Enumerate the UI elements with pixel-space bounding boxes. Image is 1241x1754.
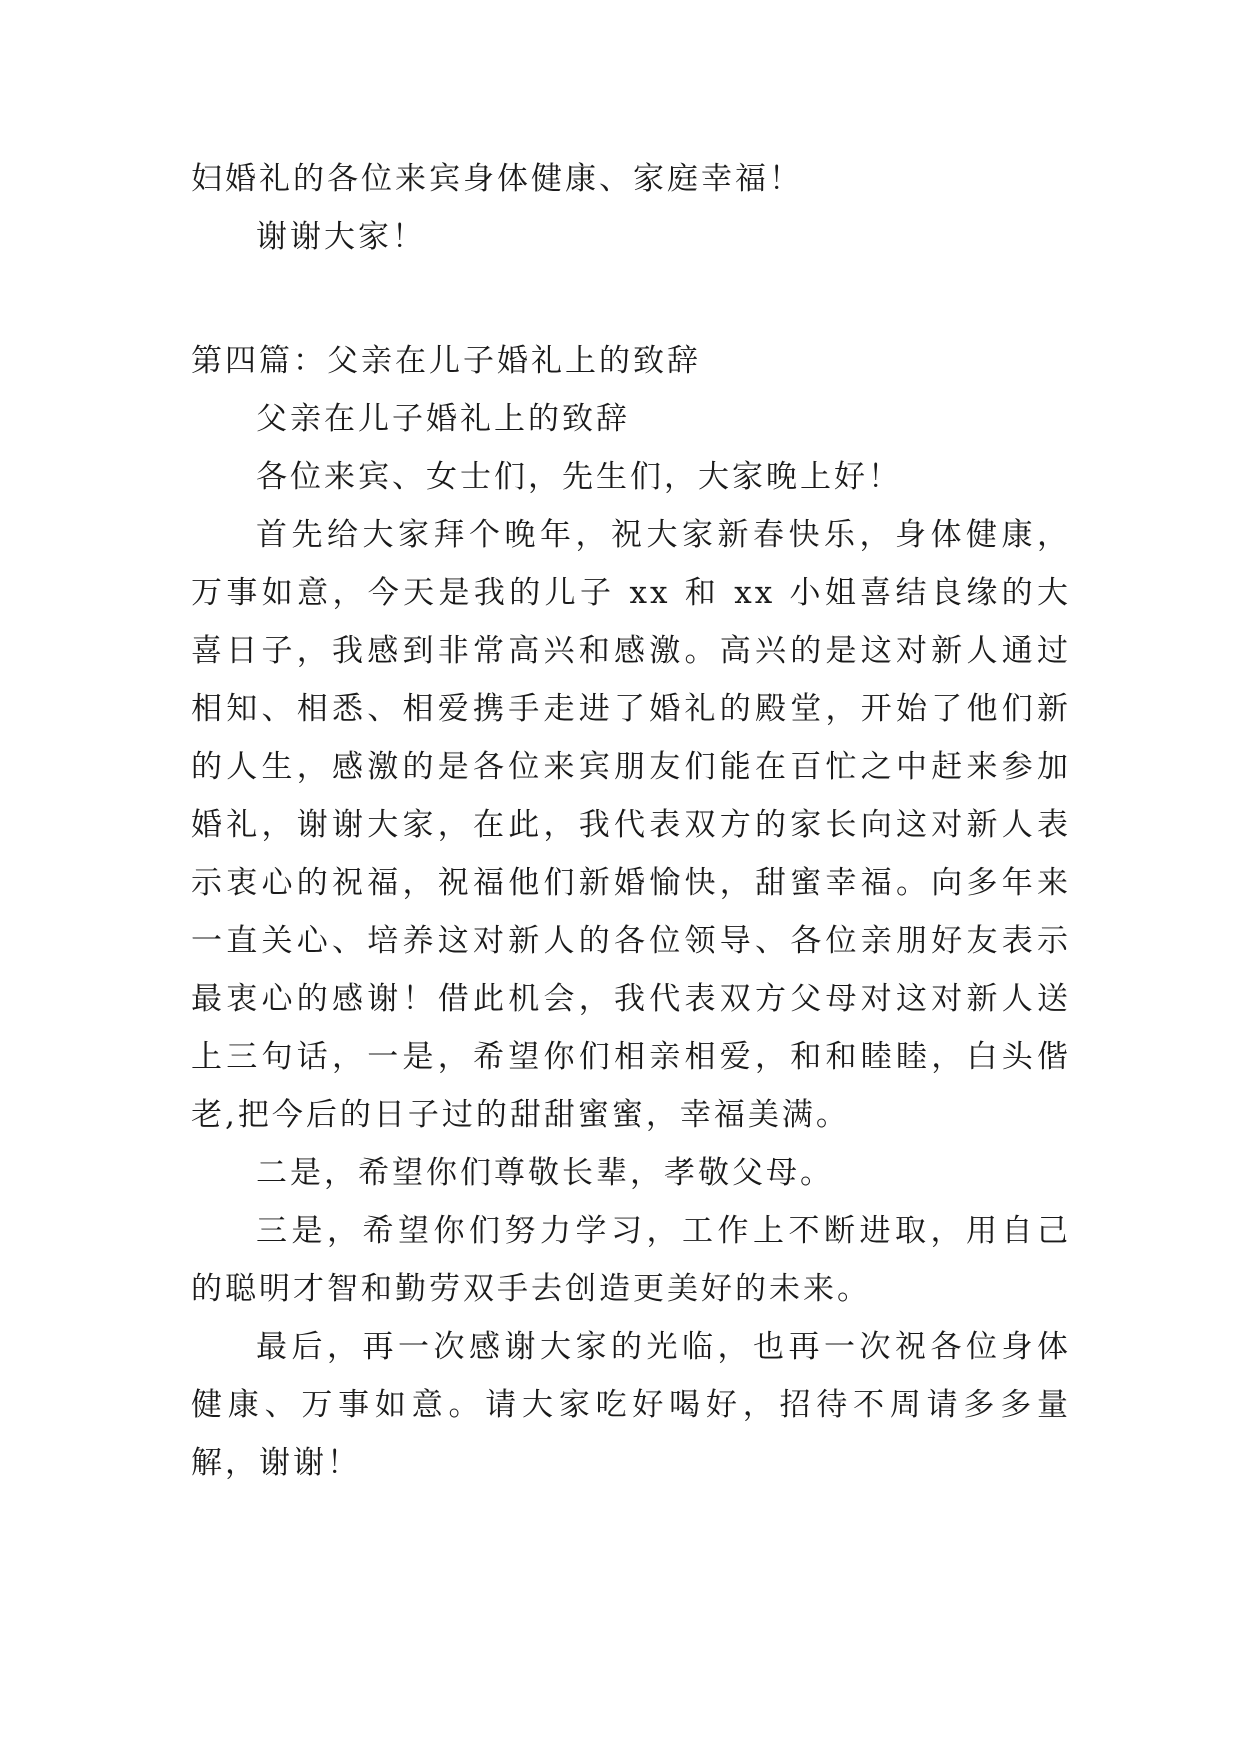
section-title: 第四篇：父亲在儿子婚礼上的致辞	[191, 343, 701, 379]
continuation-line: 妇婚礼的各位来宾身体健康、家庭幸福！	[191, 161, 803, 197]
paragraph-closing: 最后，再一次感谢大家的光临，也再一次祝各位身体健康、万事如意。请大家吃好喝好，招待不周请多多量解，谢谢！	[191, 1329, 1071, 1481]
paragraph-main: 首先给大家拜个晚年，祝大家新春快乐，身体健康，万事如意，今天是我的儿子 xx 和 xx 小姐喜结良缘的大喜日子，我感到非常高兴和感激。高兴的是这对新人通过相知、相悉、相爱携手走进了婚礼的殿堂，开始了他们新的人生，感激的是各位来宾朋友们能在百忙之中赶来参加婚礼，谢谢大家，在此，我代表双方的家长向这对新人表示衷心的祝福，祝福他们新婚愉快，甜蜜幸福。向多年来一直关心、培养这对新人的各位领导、各位亲朋好友表示最衷心的感谢！借此机会，我代表双方父母对这对新人送上三句话，一是，希望你们相亲相爱，和和睦睦，白头偕老,把今后的日子过的甜甜蜜蜜，幸福美满。	[191, 517, 1071, 1133]
paragraph-third-wish: 三是，希望你们努力学习，工作上不断进取，用自己的聪明才智和勤劳双手去创造更美好的未来。	[191, 1213, 1071, 1307]
speech-title: 父亲在儿子婚礼上的致辞	[256, 401, 630, 437]
thanks-line: 谢谢大家！	[256, 219, 426, 255]
document-body	[191, 150, 1071, 1492]
greeting-line: 各位来宾、女士们，先生们，大家晚上好！	[256, 459, 902, 495]
section-gap	[191, 266, 1071, 332]
paragraph-second-wish: 二是，希望你们尊敬长辈，孝敬父母。	[256, 1155, 834, 1191]
